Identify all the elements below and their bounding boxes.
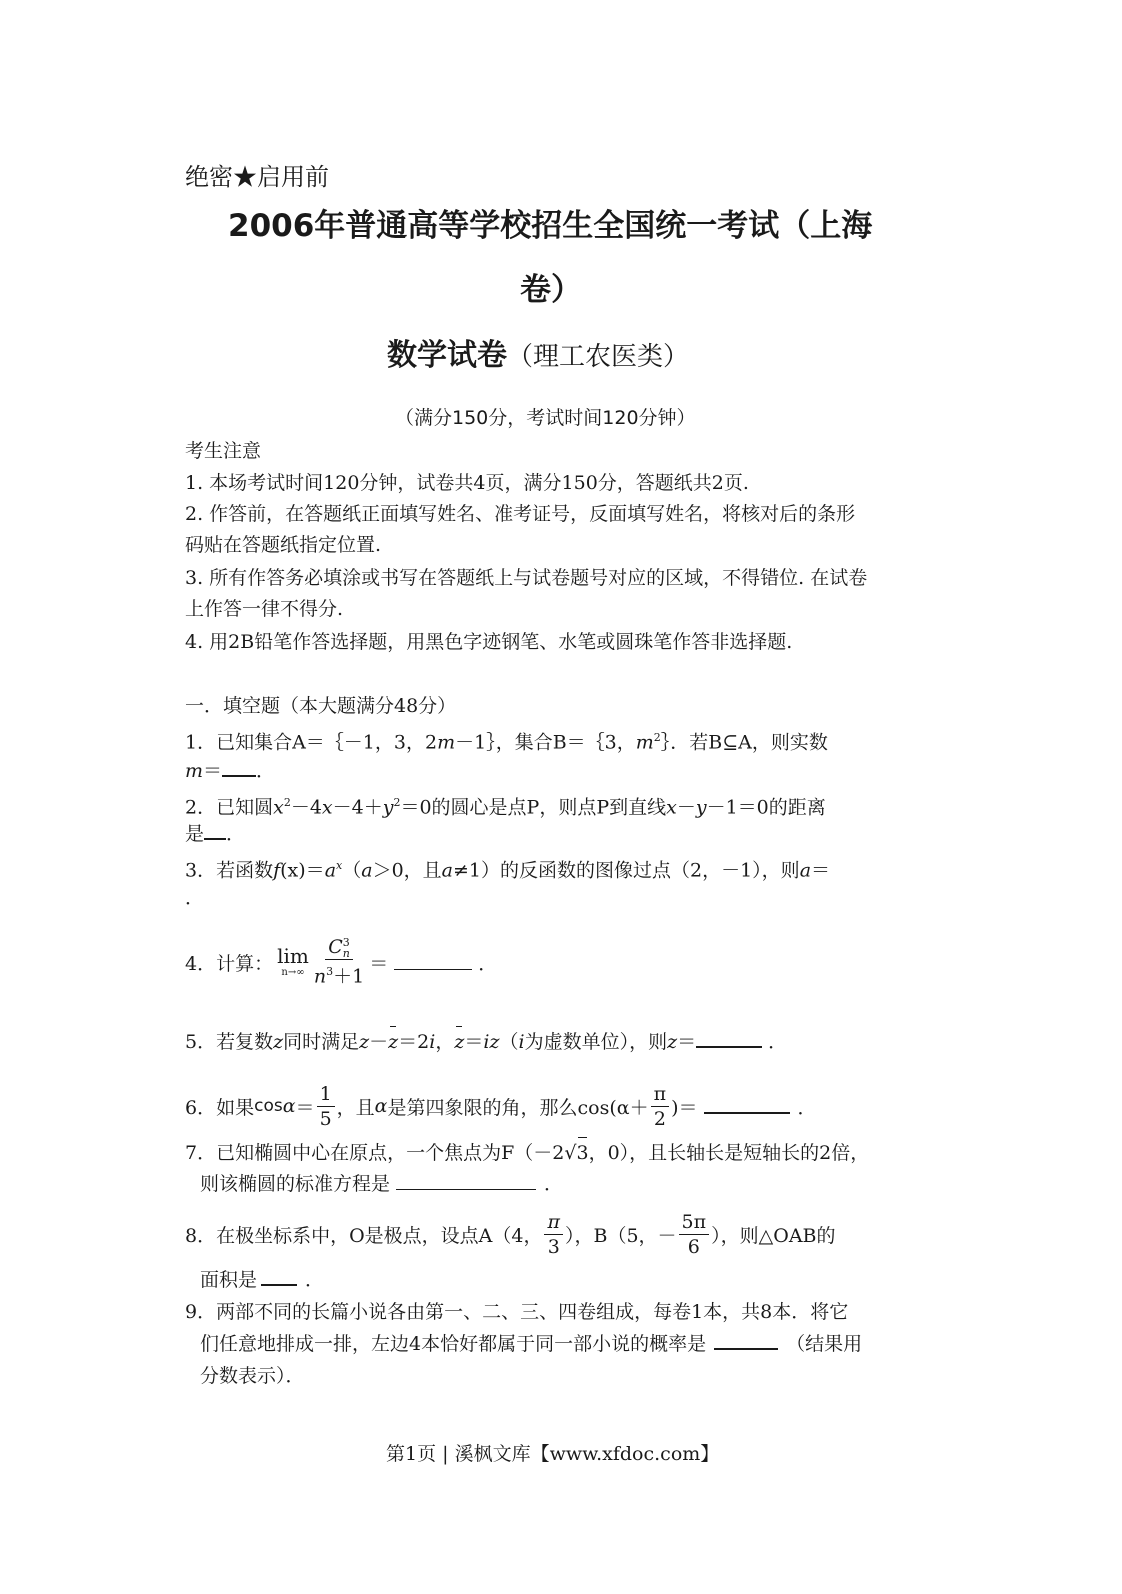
notice-item-3-cont: 上作答一律不得分. [185,598,344,620]
score-time-line: （满分150分，考试时间120分钟） [395,407,696,429]
question-8-cont: 面积是 ． [200,1266,324,1294]
question-3-end: ． [185,887,205,909]
subtitle-category: （理工农医类） [507,342,690,372]
section-heading: 一．填空题（本大题满分48分） [185,695,457,717]
page-footer: 第1页 | 溪枫文库【www.xfdoc.com】 [386,1443,720,1465]
question-8: 8．在极坐标系中，O是极点，设点A（4， $\frac{\pi}{3}$ ），B（5，－ $\frac{5\pi}{6}$ ），则△OAB的 [185,1210,836,1258]
q4-answer-blank[interactable] [394,955,472,970]
question-7-cont: 则该椭圆的标准方程是 ． [200,1173,564,1195]
q9-answer-blank[interactable] [714,1330,778,1350]
notice-item-2: 2. 作答前，在答题纸正面填写姓名、准考证号，反面填写姓名，将核对后的条形 [185,503,856,525]
question-9-cont-2: 分数表示）． [200,1365,305,1387]
sqrt-symbol: √ [564,1142,577,1164]
question-5: 5．若复数z同时满足z－z＝2i，z＝iz（i为虚数单位），则z＝ ． [185,1028,787,1056]
q8-answer-blank[interactable] [261,1266,297,1286]
q2-answer-blank[interactable] [204,820,226,840]
paper-subtitle [387,334,689,382]
notice-item-3: 3. 所有作答务必填涂或书写在答题纸上与试卷题号对应的区域，不得错位. 在试卷 [185,567,868,589]
question-4: 4．计算： lim n→∞ C 3 n $n^3+1$ ＝ ． [185,936,498,988]
question-6: 6．如果 cos α ＝ $\frac{1}{5}$ ，且 α 是第四象限的角，那么 cos(α＋ $\frac{\pi}{2}$ )＝ ． [185,1082,817,1130]
q7-answer-blank[interactable] [396,1175,536,1190]
notice-item-1: 1. 本场考试时间120分钟，试卷共4页，满分150分，答题纸共2页. [185,472,749,494]
notice-item-2-cont: 码贴在答题纸指定位置. [185,534,382,556]
q6-answer-blank[interactable] [704,1098,790,1114]
exam-title-line2: 卷） [520,272,582,308]
subtitle-main: 数学试卷 [387,338,507,373]
question-1-answer: m＝ ． [185,757,275,785]
exam-title-line1: 2006年普通高等学校招生全国统一考试（上海 [228,208,873,244]
question-1: 1．已知集合A＝｛－1，3，2m－1｝，集合B＝｛3，$m^2\}$．若B⊆A，则实数 [185,731,828,754]
question-9: 9．两部不同的长篇小说各由第一、二、三、四卷组成，每卷1本，共8本．将它 [185,1301,849,1323]
question-2: 2．已知圆$x^2-4x-4+y^2=0$的圆心是点P，则点P到直线x－y－1＝0的距离 [185,796,826,819]
secret-label: 绝密★启用前 [185,163,329,191]
question-3: 3．若函数$f(x)=a^x(a>0$，且a≠1）的反函数的图像过点（2，－1），则a＝ [185,859,831,882]
q1-answer-blank[interactable] [222,757,256,777]
question-2-answer: 是 ． [185,820,245,848]
question-7: 7．已知椭圆中心在原点，一个焦点为F（－2√3，0），且长轴长是短轴长的2倍， [185,1139,869,1167]
question-9-cont: 们任意地排成一排，左边4本恰好都属于同一部小说的概率是 （结果用 [200,1330,862,1358]
q5-answer-blank[interactable] [696,1028,762,1048]
notice-heading: 考生注意 [185,440,262,462]
notice-item-4: 4. 用2B铅笔作答选择题，用黑色字迹钢笔、水笔或圆珠笔作答非选择题. [185,631,793,653]
q4-fraction: C 3 n $n^3+1$ [313,936,365,988]
